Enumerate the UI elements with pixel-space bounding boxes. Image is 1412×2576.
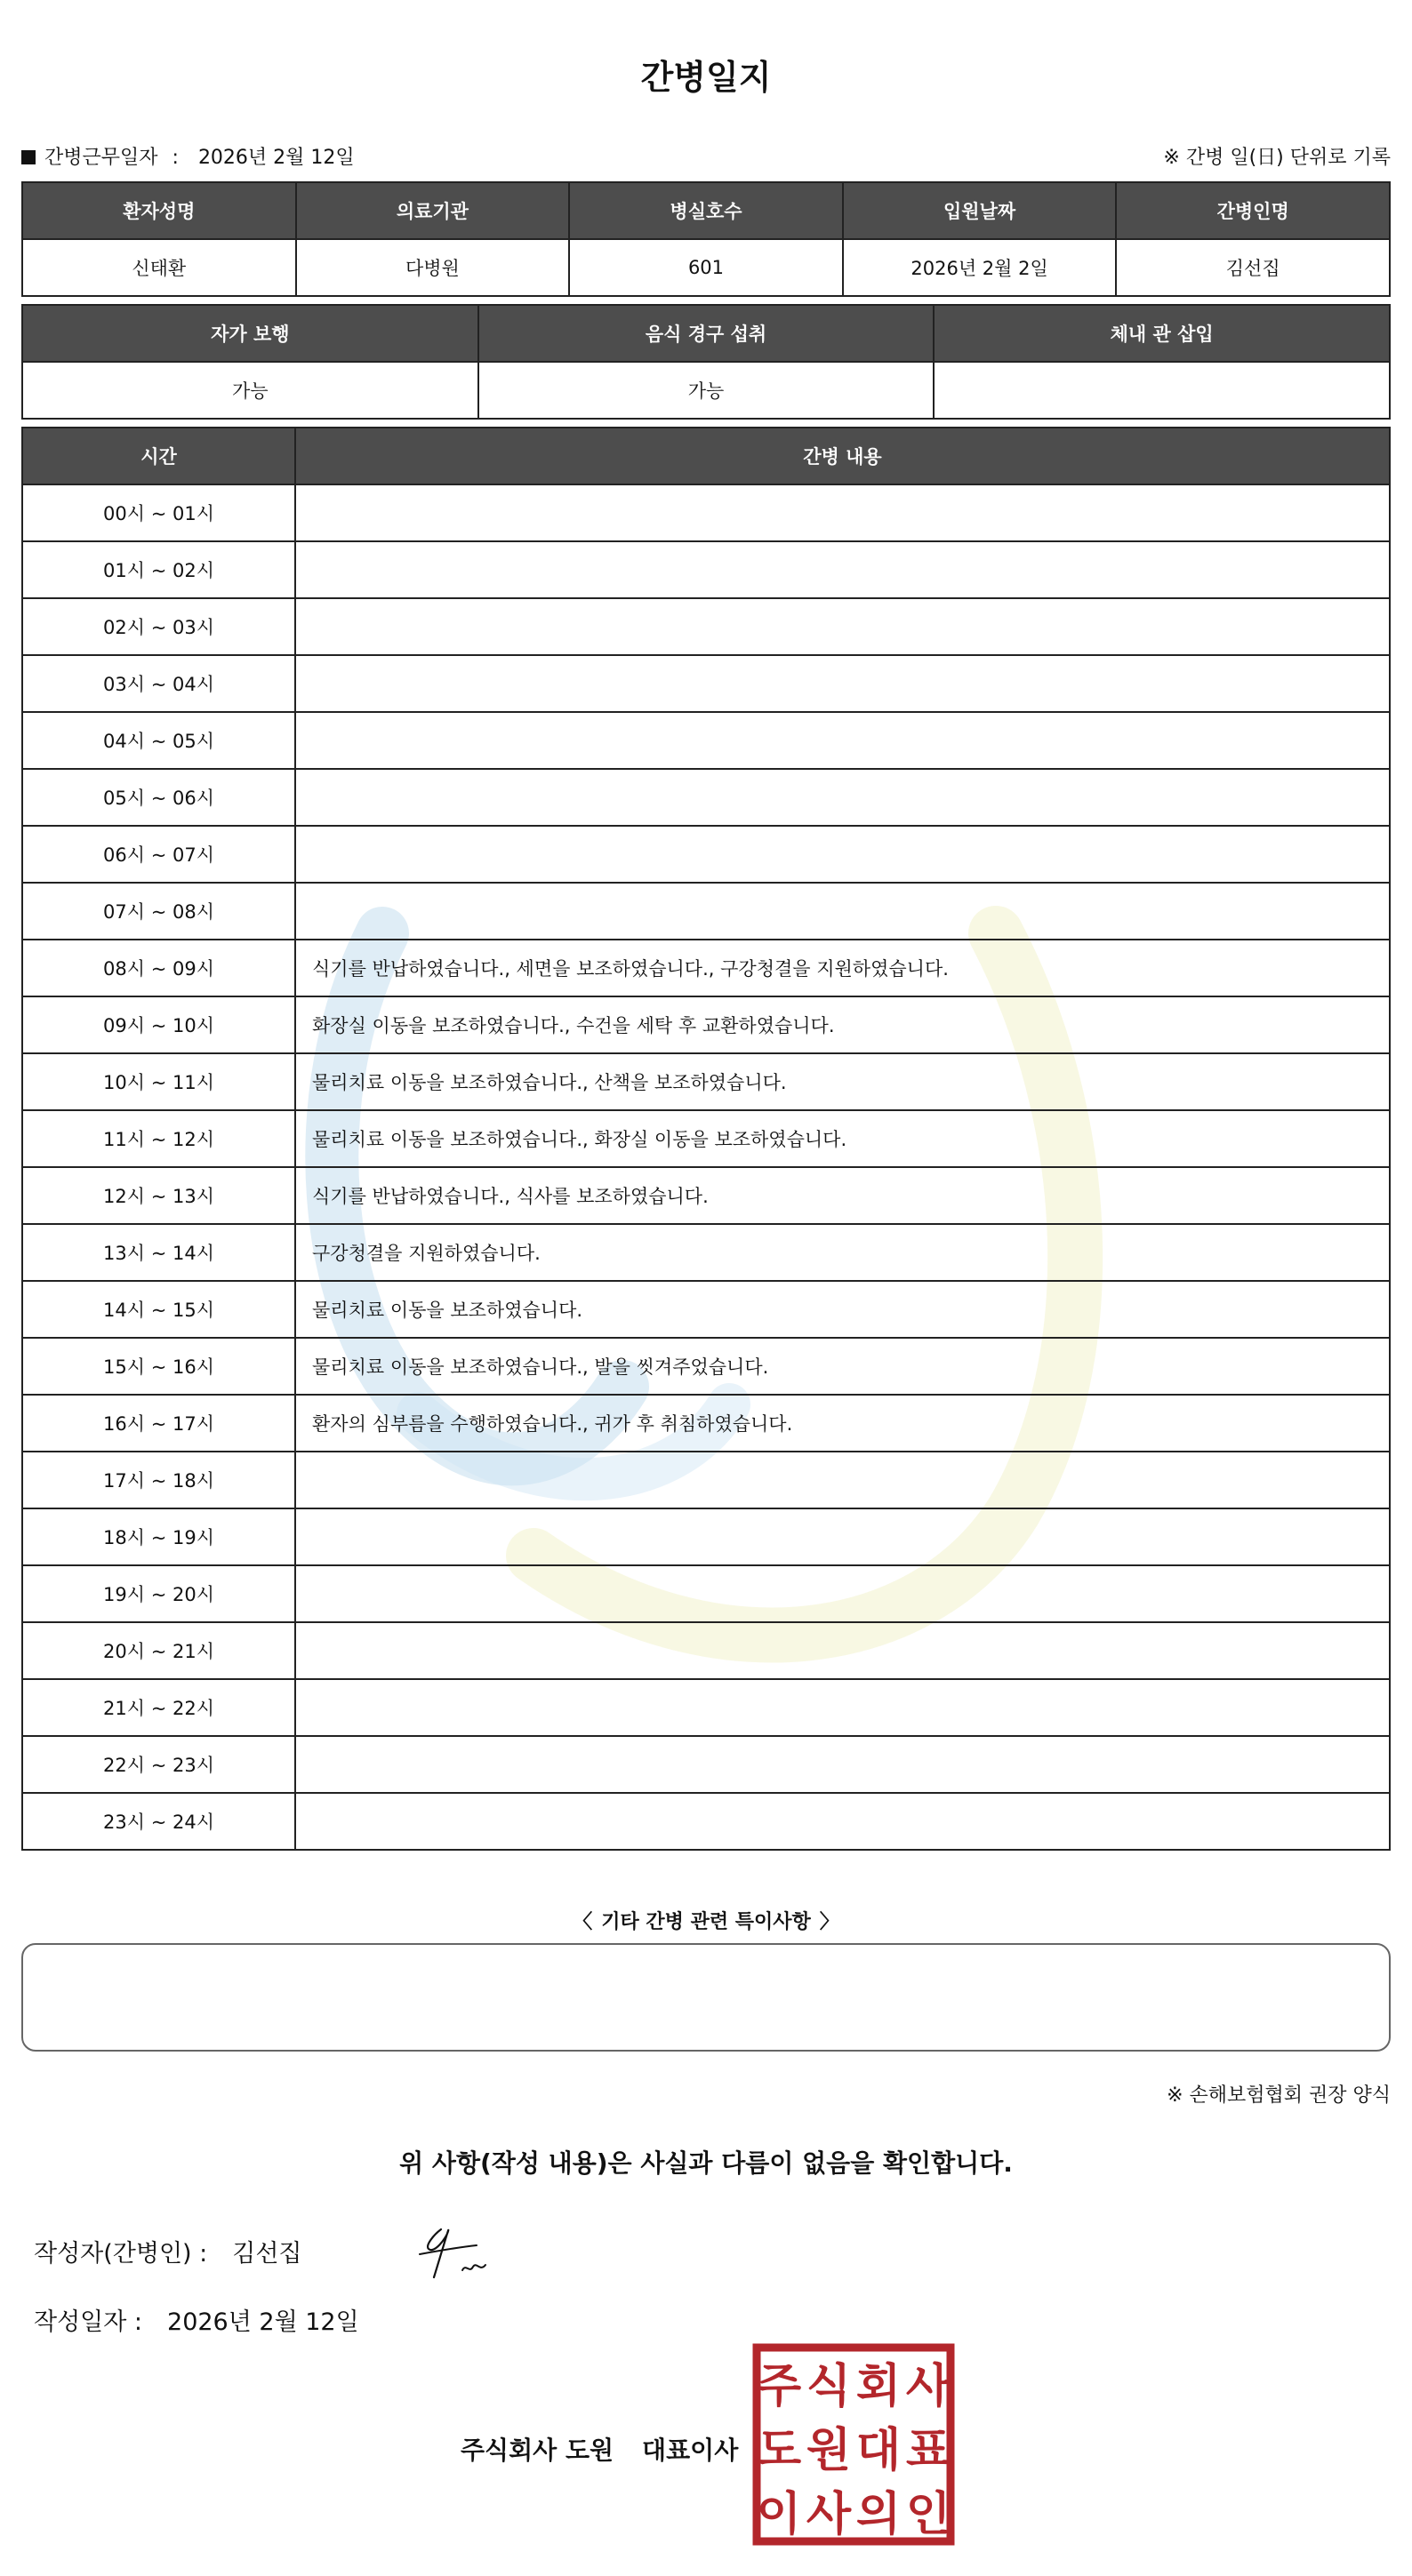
log-content-cell: 화장실 이동을 보조하였습니다., 수건을 세탁 후 교환하였습니다. — [295, 996, 1390, 1053]
log-content-cell — [295, 712, 1390, 769]
header-caregiver-name: 간병인명 — [1116, 182, 1390, 239]
log-time-cell: 03시 ~ 04시 — [22, 655, 295, 712]
notes-bracket-close: 〉 — [819, 1911, 839, 1933]
header-patient-name: 환자성명 — [22, 182, 296, 239]
written-date-value: 2026년 2월 12일 — [167, 2308, 359, 2336]
log-time-cell: 13시 ~ 14시 — [22, 1224, 295, 1281]
work-date-label: 간병근무일자 — [44, 147, 158, 169]
ability-header-row — [22, 305, 1390, 362]
log-row — [22, 1679, 1390, 1736]
log-row — [22, 769, 1390, 826]
notes-title — [0, 1907, 1412, 1934]
log-time-cell: 05시 ~ 06시 — [22, 769, 295, 826]
seal-character: 표 — [905, 2424, 951, 2477]
company-seal-stamp — [752, 2343, 955, 2546]
company-name: 주식회사 도원 — [461, 2436, 614, 2465]
log-content-cell: 구강청결을 지원하였습니다. — [295, 1224, 1390, 1281]
bullet-square-icon — [21, 150, 36, 164]
log-content-cell — [295, 484, 1390, 541]
log-time-cell: 09시 ~ 10시 — [22, 996, 295, 1053]
log-row — [22, 826, 1390, 883]
log-content-cell — [295, 655, 1390, 712]
log-row — [22, 1395, 1390, 1452]
room-number-cell: 601 — [569, 239, 843, 296]
log-header-row — [22, 428, 1390, 484]
recommendation-note: ※ 손해보험협회 권장 양식 — [1167, 2084, 1391, 2107]
log-content-cell — [295, 1679, 1390, 1736]
log-body — [22, 484, 1390, 1850]
header-tube-insertion: 체내 관 삽입 — [934, 305, 1390, 362]
log-time-cell: 16시 ~ 17시 — [22, 1395, 295, 1452]
header-admission-date: 입원날짜 — [843, 182, 1117, 239]
writer-line — [34, 2234, 302, 2268]
log-content-cell — [295, 826, 1390, 883]
log-time-cell: 15시 ~ 16시 — [22, 1338, 295, 1395]
log-row — [22, 1338, 1390, 1395]
log-time-cell: 20시 ~ 21시 — [22, 1622, 295, 1679]
log-time-cell: 12시 ~ 13시 — [22, 1167, 295, 1224]
log-time-cell: 14시 ~ 15시 — [22, 1281, 295, 1338]
seal-character: 사 — [905, 2360, 951, 2413]
log-time-cell: 21시 ~ 22시 — [22, 1679, 295, 1736]
log-row — [22, 1508, 1390, 1565]
writer-label: 작성자(간병인) : — [34, 2240, 208, 2268]
log-time-cell: 02시 ~ 03시 — [22, 598, 295, 655]
seal-character: 대 — [855, 2424, 902, 2477]
handwritten-signature — [414, 2219, 500, 2283]
header-time: 시간 — [22, 428, 295, 484]
written-date-label: 작성일자 : — [34, 2308, 143, 2336]
log-time-cell: 04시 ~ 05시 — [22, 712, 295, 769]
log-row — [22, 940, 1390, 996]
header-institution: 의료기관 — [296, 182, 570, 239]
work-date-line — [21, 142, 355, 170]
header-room-number: 병실호수 — [569, 182, 843, 239]
log-row — [22, 883, 1390, 940]
patient-name-cell: 신태환 — [22, 239, 296, 296]
log-content-cell — [295, 1508, 1390, 1565]
log-content-cell — [295, 1622, 1390, 1679]
log-content-cell — [295, 1452, 1390, 1508]
log-row — [22, 655, 1390, 712]
log-content-cell — [295, 883, 1390, 940]
patient-info-value-row — [22, 239, 1390, 296]
log-row — [22, 598, 1390, 655]
seal-character: 이 — [756, 2488, 802, 2541]
log-row — [22, 1110, 1390, 1167]
log-row — [22, 1736, 1390, 1793]
log-row — [22, 1565, 1390, 1622]
log-content-cell — [295, 769, 1390, 826]
oral-intake-cell: 가능 — [478, 362, 935, 419]
work-date-colon: : — [172, 147, 179, 169]
self-walking-cell: 가능 — [22, 362, 478, 419]
log-time-cell: 00시 ~ 01시 — [22, 484, 295, 541]
hourly-care-log-table — [21, 427, 1391, 1851]
log-row — [22, 1224, 1390, 1281]
log-content-cell — [295, 1793, 1390, 1850]
log-row — [22, 712, 1390, 769]
log-row — [22, 1053, 1390, 1110]
representative-title: 대표이사 — [642, 2436, 739, 2465]
log-row — [22, 1793, 1390, 1850]
seal-character: 인 — [905, 2488, 951, 2541]
confirmation-statement: 위 사항(작성 내용)은 사실과 다름이 없음을 확인합니다. — [399, 2148, 1013, 2178]
log-row — [22, 541, 1390, 598]
admission-date-cell: 2026년 2월 2일 — [843, 239, 1117, 296]
log-row — [22, 484, 1390, 541]
log-content-cell: 물리치료 이동을 보조하였습니다., 산책을 보조하였습니다. — [295, 1053, 1390, 1110]
log-time-cell: 08시 ~ 09시 — [22, 940, 295, 996]
log-content-cell — [295, 541, 1390, 598]
header-care-content: 간병 내용 — [295, 428, 1390, 484]
log-row — [22, 996, 1390, 1053]
company-line — [461, 2431, 738, 2467]
log-time-cell: 10시 ~ 11시 — [22, 1053, 295, 1110]
log-time-cell: 19시 ~ 20시 — [22, 1565, 295, 1622]
log-row — [22, 1167, 1390, 1224]
log-time-cell: 06시 ~ 07시 — [22, 826, 295, 883]
tube-insertion-cell — [934, 362, 1390, 419]
log-content-cell: 환자의 심부름을 수행하였습니다., 귀가 후 취침하였습니다. — [295, 1395, 1390, 1452]
log-row — [22, 1452, 1390, 1508]
log-row — [22, 1622, 1390, 1679]
writer-name: 김선집 — [232, 2240, 302, 2268]
log-time-cell: 01시 ~ 02시 — [22, 541, 295, 598]
caregiver-name-cell: 김선집 — [1116, 239, 1390, 296]
institution-cell: 다병원 — [296, 239, 570, 296]
log-content-cell — [295, 598, 1390, 655]
document-title: 간병일지 — [640, 58, 772, 97]
log-time-cell: 07시 ~ 08시 — [22, 883, 295, 940]
record-unit-note: ※ 간병 일(日) 단위로 기록 — [1163, 147, 1391, 169]
notes-title-text: 기타 간병 관련 특이사항 — [601, 1911, 811, 1933]
ability-value-row — [22, 362, 1390, 419]
log-row — [22, 1281, 1390, 1338]
log-content-cell — [295, 1565, 1390, 1622]
patient-info-table — [21, 181, 1391, 297]
seal-character: 회 — [855, 2360, 902, 2413]
work-date-value: 2026년 2월 12일 — [197, 147, 355, 169]
notes-bracket-open: 〈 — [573, 1911, 593, 1933]
written-date-line — [34, 2302, 359, 2337]
log-time-cell: 22시 ~ 23시 — [22, 1736, 295, 1793]
seal-character: 주 — [756, 2360, 802, 2413]
log-time-cell: 23시 ~ 24시 — [22, 1793, 295, 1850]
log-content-cell: 물리치료 이동을 보조하였습니다., 발을 씻겨주었습니다. — [295, 1338, 1390, 1395]
log-content-cell — [295, 1736, 1390, 1793]
log-time-cell: 18시 ~ 19시 — [22, 1508, 295, 1565]
seal-character: 사 — [806, 2488, 852, 2541]
log-content-cell: 식기를 반납하였습니다., 세면을 보조하였습니다., 구강청결을 지원하였습니다. — [295, 940, 1390, 996]
log-time-cell: 17시 ~ 18시 — [22, 1452, 295, 1508]
seal-character: 도 — [756, 2424, 802, 2477]
seal-character: 의 — [855, 2488, 902, 2541]
patient-info-header-row — [22, 182, 1390, 239]
patient-ability-table — [21, 304, 1391, 420]
log-content-cell: 물리치료 이동을 보조하였습니다., 화장실 이동을 보조하였습니다. — [295, 1110, 1390, 1167]
special-notes-box — [21, 1943, 1391, 2052]
log-time-cell: 11시 ~ 12시 — [22, 1110, 295, 1167]
header-self-walking: 자가 보행 — [22, 305, 478, 362]
seal-character: 원 — [806, 2424, 852, 2477]
header-oral-intake: 음식 경구 섭취 — [478, 305, 935, 362]
log-content-cell: 물리치료 이동을 보조하였습니다. — [295, 1281, 1390, 1338]
seal-character: 식 — [806, 2360, 852, 2413]
log-content-cell: 식기를 반납하였습니다., 식사를 보조하였습니다. — [295, 1167, 1390, 1224]
